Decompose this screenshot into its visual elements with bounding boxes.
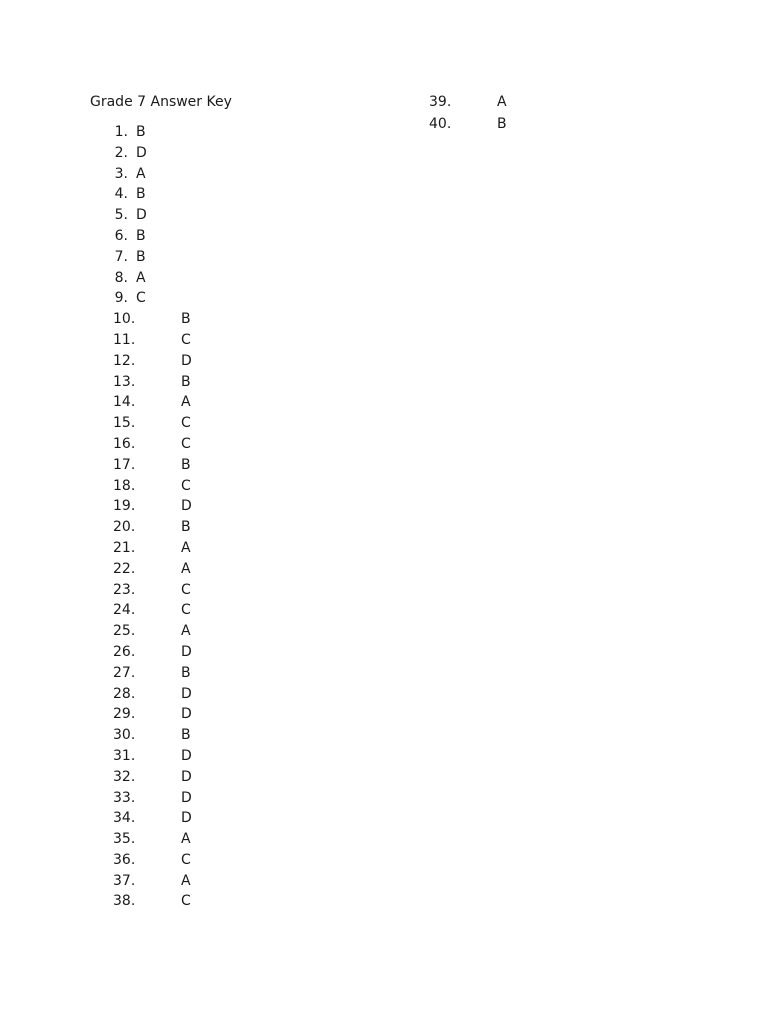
answer-letter: A bbox=[181, 831, 191, 848]
answer-row bbox=[0, 538, 380, 559]
answer-row bbox=[0, 850, 380, 871]
answer-row bbox=[0, 392, 380, 413]
question-number: 22. bbox=[113, 560, 136, 577]
answer-letter: B bbox=[181, 373, 191, 390]
answer-row bbox=[0, 663, 380, 684]
answer-row bbox=[0, 517, 380, 538]
answer-letter: D bbox=[181, 498, 192, 515]
answer-letter: C bbox=[136, 290, 146, 307]
answer-row bbox=[0, 891, 380, 912]
answer-letter: A bbox=[497, 94, 507, 110]
answer-letter: B bbox=[181, 519, 191, 536]
question-number: 10. bbox=[113, 311, 136, 328]
answer-list-left bbox=[0, 122, 380, 912]
answer-letter: A bbox=[181, 394, 191, 411]
question-number: 11. bbox=[113, 331, 136, 348]
question-number: 1. bbox=[114, 124, 128, 140]
answer-letter: B bbox=[181, 664, 191, 681]
question-number: 18. bbox=[113, 477, 136, 494]
answer-letter: A bbox=[181, 872, 191, 889]
answer-letter: B bbox=[136, 227, 146, 244]
question-number: 35. bbox=[113, 831, 136, 848]
question-number: 3. bbox=[114, 165, 128, 182]
page-title: Grade 7 Answer Key bbox=[90, 94, 232, 110]
answer-row bbox=[0, 330, 380, 351]
question-number: 20. bbox=[113, 519, 136, 536]
answer-letter: D bbox=[181, 789, 192, 806]
answer-row bbox=[0, 788, 380, 809]
answer-row bbox=[0, 559, 380, 580]
answer-row bbox=[0, 114, 768, 136]
answer-row bbox=[0, 600, 380, 621]
answer-letter: C bbox=[181, 893, 191, 910]
answer-row bbox=[0, 476, 380, 497]
question-number: 23. bbox=[113, 581, 136, 598]
answer-letter: D bbox=[181, 643, 192, 660]
answer-row bbox=[0, 434, 380, 455]
answer-letter: D bbox=[181, 747, 192, 764]
answer-letter: A bbox=[136, 165, 146, 182]
question-number: 25. bbox=[113, 623, 136, 640]
answer-row bbox=[0, 309, 380, 330]
answer-letter: C bbox=[181, 581, 191, 598]
answer-row bbox=[0, 372, 380, 393]
question-number: 13. bbox=[113, 373, 136, 390]
answer-letter: C bbox=[181, 602, 191, 619]
answer-row bbox=[0, 413, 380, 434]
question-number: 31. bbox=[113, 747, 136, 764]
question-number: 40. bbox=[429, 116, 452, 132]
question-number: 24. bbox=[113, 602, 136, 619]
answer-letter: D bbox=[136, 144, 147, 161]
answer-row bbox=[0, 621, 380, 642]
question-number: 21. bbox=[113, 539, 136, 556]
question-number: 5. bbox=[114, 207, 128, 224]
question-number: 29. bbox=[113, 706, 136, 723]
question-number: 30. bbox=[113, 727, 136, 744]
answer-letter: A bbox=[181, 623, 191, 640]
answer-row bbox=[0, 184, 380, 205]
answer-row bbox=[0, 642, 380, 663]
answer-letter: A bbox=[136, 269, 146, 286]
answer-row bbox=[0, 268, 380, 289]
answer-row bbox=[0, 808, 380, 829]
question-number: 8. bbox=[114, 269, 128, 286]
question-number: 26. bbox=[113, 643, 136, 660]
answer-row bbox=[0, 143, 380, 164]
answer-row bbox=[0, 164, 380, 185]
answer-row bbox=[0, 704, 380, 725]
answer-letter: D bbox=[181, 768, 192, 785]
answer-letter: D bbox=[181, 706, 192, 723]
answer-letter: C bbox=[181, 435, 191, 452]
answer-row bbox=[0, 746, 380, 767]
answer-letter: B bbox=[181, 456, 191, 473]
answer-row bbox=[0, 767, 380, 788]
question-number: 2. bbox=[114, 144, 128, 161]
answer-row bbox=[0, 288, 380, 309]
question-number: 16. bbox=[113, 435, 136, 452]
answer-letter: B bbox=[136, 186, 146, 203]
answer-row bbox=[0, 205, 380, 226]
answer-row bbox=[0, 496, 380, 517]
answer-letter: B bbox=[136, 248, 146, 265]
question-number: 6. bbox=[114, 227, 128, 244]
answer-row bbox=[0, 871, 380, 892]
answer-letter: B bbox=[136, 124, 146, 140]
answer-letter: A bbox=[181, 539, 191, 556]
answer-row bbox=[0, 226, 380, 247]
answer-row bbox=[0, 684, 380, 705]
answer-row bbox=[0, 725, 380, 746]
question-number: 36. bbox=[113, 851, 136, 868]
question-number: 15. bbox=[113, 415, 136, 432]
question-number: 37. bbox=[113, 872, 136, 889]
question-number: 28. bbox=[113, 685, 136, 702]
answer-row bbox=[0, 247, 380, 268]
answer-letter: B bbox=[181, 311, 191, 328]
question-number: 12. bbox=[113, 352, 136, 369]
answer-letter: D bbox=[181, 810, 192, 827]
answer-row bbox=[0, 92, 768, 114]
question-number: 27. bbox=[113, 664, 136, 681]
question-number: 17. bbox=[113, 456, 136, 473]
answer-row bbox=[0, 580, 380, 601]
question-number: 14. bbox=[113, 394, 136, 411]
answer-letter: A bbox=[181, 560, 191, 577]
answer-letter: C bbox=[181, 477, 191, 494]
answer-letter: C bbox=[181, 851, 191, 868]
answer-letter: D bbox=[136, 207, 147, 224]
question-number: 9. bbox=[114, 290, 128, 307]
question-number: 4. bbox=[114, 186, 128, 203]
answer-list-right bbox=[0, 92, 768, 136]
question-number: 32. bbox=[113, 768, 136, 785]
answer-row bbox=[0, 351, 380, 372]
question-number: 19. bbox=[113, 498, 136, 515]
answer-letter: B bbox=[497, 116, 507, 132]
answer-letter: D bbox=[181, 352, 192, 369]
answer-row bbox=[0, 829, 380, 850]
question-number: 7. bbox=[114, 248, 128, 265]
question-number: 38. bbox=[113, 893, 136, 910]
answer-row bbox=[0, 455, 380, 476]
answer-letter: D bbox=[181, 685, 192, 702]
answer-letter: B bbox=[181, 727, 191, 744]
answer-letter: C bbox=[181, 415, 191, 432]
answer-letter: C bbox=[181, 331, 191, 348]
question-number: 39. bbox=[429, 94, 452, 110]
question-number: 34. bbox=[113, 810, 136, 827]
question-number: 33. bbox=[113, 789, 136, 806]
